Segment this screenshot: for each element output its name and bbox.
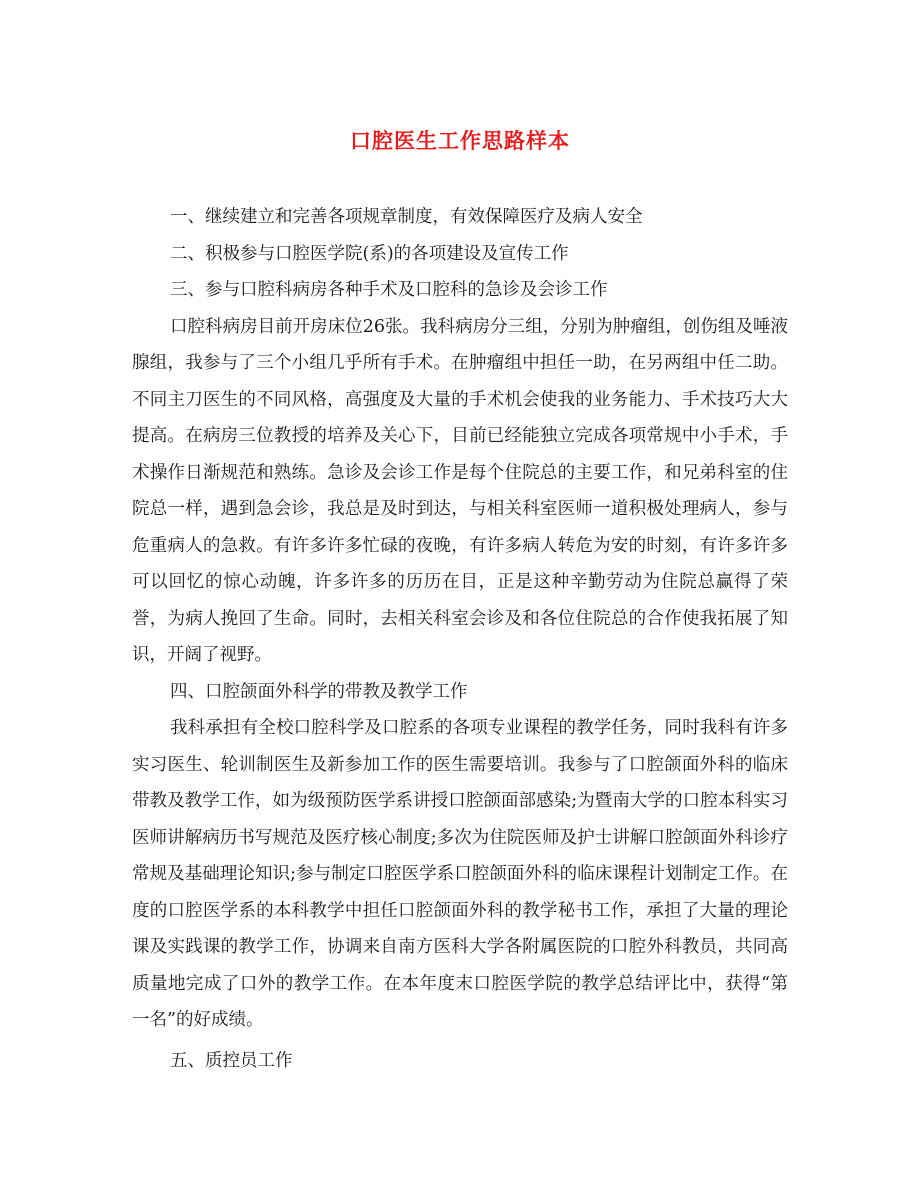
section-heading-4: 四、口腔颌面外科学的带教及教学工作 bbox=[170, 681, 468, 702]
section-heading-1: 一、继续建立和完善各项规章制度，有效保障医疗及病人安全 bbox=[170, 207, 643, 227]
document-body bbox=[132, 199, 788, 1079]
section-heading-3: 三、参与口腔科病房各种手术及口腔科的急诊及会诊工作 bbox=[170, 280, 608, 300]
section-heading-2: 二、积极参与口腔医学院(系)的各项建设及宣传工作 bbox=[170, 243, 569, 264]
document-title: 口腔医生工作思路样本 bbox=[350, 128, 570, 153]
paragraph-teaching: 我科承担有全校口腔科学及口腔系的各项专业课程的教学任务，同时我科有许多实习医生、轮训制医生及新参加工作的医生需要培训。我参与了口腔颌面外科的临床带教及教学工作，如为级预防医学系讲授口腔颌面部感染;为暨南大学的口腔本科实习医师讲解病历书写规范及医疗核心制度;多次为住院医师及护士讲解口腔颌面外科诊疗常规及基础理论知识;参与制定口腔医学系口腔颌面外科的临床课程计划制定工作。在度的口腔医学系的本科教学中担任口腔颌面外科的教学秘书工作，承担了大量的理论课及实践课的教学工作，协调来自南方医科大学各附属医院的口腔外科教员，共同高质量地完成了口外的教学工作。在本年度末口腔医学院的教学总结评比中，获得“第一名”的好成绩。 bbox=[132, 718, 788, 1030]
section-heading-5: 五、质控员工作 bbox=[170, 1050, 293, 1071]
paragraph-surgery: 口腔科病房目前开房床位26张。我科病房分三组，分别为肿瘤组，创伤组及唾液腺组，我参与了三个小组几乎所有手术。在肿瘤组中担任一助，在另两组中任二助。不同主刀医生的不同风格，高强度及大量的手术机会使我的业务能力、手术技巧大大提高。在病房三位教授的培养及关心下，目前已经能独立完成各项常规中小手术，手术操作日渐规范和熟练。急诊及会诊工作是每个住院总的主要工作，和兄弟科室的住院总一样，遇到急会诊，我总是及时到达，与相关科室医师一道积极处理病人，参与危重病人的急救。有许多许多忙碌的夜晚，有许多病人转危为安的时刻，有许多许多可以回忆的惊心动魄，许多许多的历历在目，正是这种辛勤劳动为住院总赢得了荣誉，为病人挽回了生命。同时，去相关科室会诊及和各位住院总的合作使我拓展了知识，开阔了视野。 bbox=[132, 316, 788, 665]
